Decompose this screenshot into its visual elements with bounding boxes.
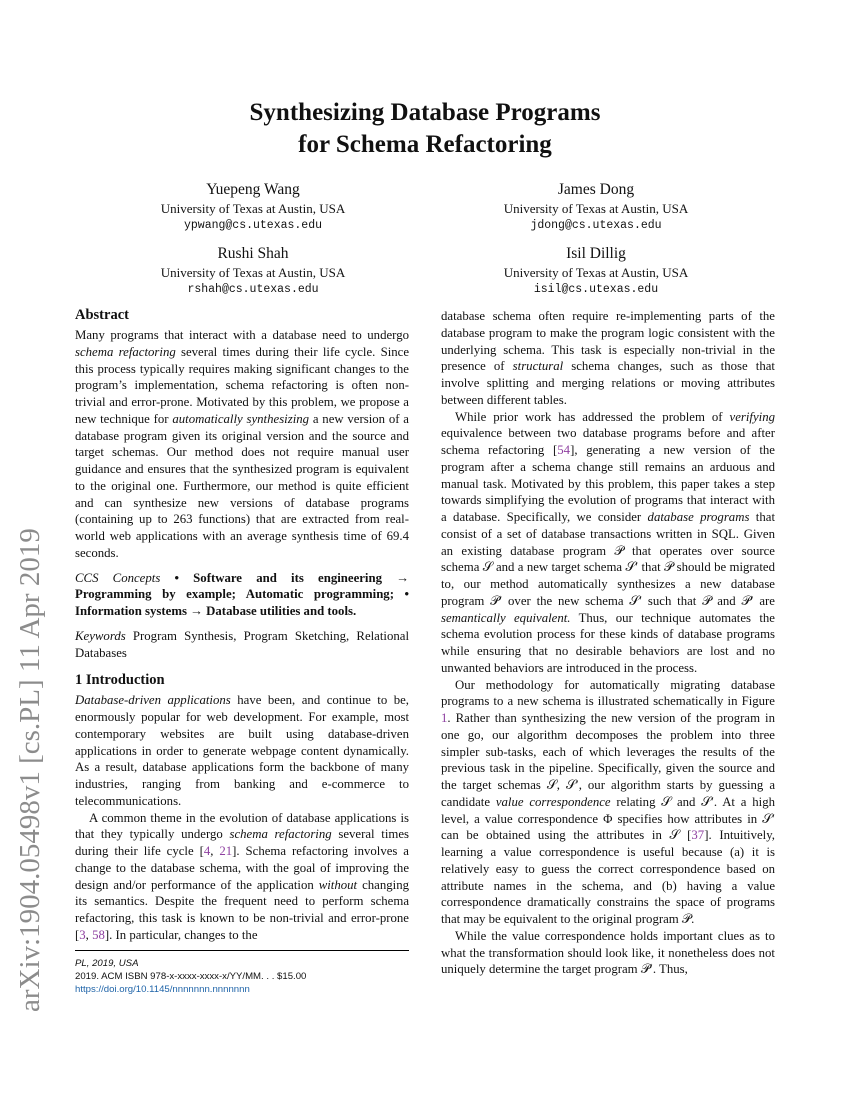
author-block-rushi-shah xyxy=(103,244,403,298)
citation-link[interactable]: 3 xyxy=(79,927,86,942)
intro-paragraph-2: A common theme in the evolution of database applications is that they typically undergo schema refactoring several times during their life cycle [4, 21]. Schema refactoring involves a change to the database schema, with the goal of improving the design and/or performance of the application without changing its semantics. Despite the frequent need to perform schema refactoring, this task is known to be non-trivial and error-prone [3, 58]. In particular, changes to the xyxy=(75,810,410,942)
isbn-line: 2019. ACM ISBN 978-x-xxxx-xxxx-x/YY/MM. . . $15.00 xyxy=(75,971,307,982)
author-name: James Dong xyxy=(557,181,635,198)
author-email[interactable]: ypwang@cs.utexas.edu xyxy=(183,219,323,232)
author-name: Isil Dillig xyxy=(566,245,626,262)
author-email[interactable]: jdong@cs.utexas.edu xyxy=(530,219,662,232)
author-name: Rushi Shah xyxy=(217,245,289,262)
figure-reference-link[interactable]: 1 xyxy=(441,711,448,725)
author-affiliation: University of Texas at Austin, USA xyxy=(503,201,689,216)
author-affiliation: University of Texas at Austin, USA xyxy=(160,265,346,280)
citation-link[interactable]: 21 xyxy=(219,844,233,858)
author-block-yuepeng-wang xyxy=(103,180,403,234)
author-block-isil-dillig xyxy=(446,244,746,298)
author-email[interactable]: isil@cs.utexas.edu xyxy=(533,283,659,296)
author-name: Yuepeng Wang xyxy=(206,181,300,198)
abstract-text: Many programs that interact with a database need to undergo schema refactoring several times during their life cycle. Since this process typically requires making significant changes to the program’s implementation, schema refactoring is often non-trivial and error-prone. Motivated by this problem, we propose a new technique for automatically synthesizing a new version of a database program given its original version and the source and target schemas. Our method does not require manual user guidance and ensures that the synthesized program is equivalent to the original one. Furthermore, our method is quite efficient and can synthesize new versions of database programs (containing up to 263 functions) that are extracted from real-world web applications with an average synthesis time of 69.4 seconds. xyxy=(75,328,410,560)
citation-link[interactable]: 54 xyxy=(557,443,571,457)
author-email[interactable]: rshah@cs.utexas.edu xyxy=(187,283,319,296)
paper-title xyxy=(100,97,750,161)
keywords: Keywords Program Synthesis, Program Sketching, Relational Databases xyxy=(75,628,409,660)
ccs-label: CCS Concepts xyxy=(75,570,161,585)
author-affiliation: University of Texas at Austin, USA xyxy=(160,201,346,216)
abstract-heading: Abstract xyxy=(75,307,129,323)
body-paragraph-1: database schema often require re-implementing parts of the database program to make the program logic consistent with the underlying schema. This task is especially non-trivial in the presence of structural schema changes, such as those that involve splitting and merging relations or moving attributes between different tables. xyxy=(441,309,775,407)
section-heading-introduction: 1 Introduction xyxy=(75,672,165,689)
title-line-1: Synthesizing Database Programs xyxy=(249,99,601,126)
citation-link[interactable]: 4 xyxy=(203,844,211,858)
arxiv-identifier: arXiv:1904.05498v1 [cs.PL] 11 Apr 2019 xyxy=(14,528,46,1012)
citation-link[interactable]: 58 xyxy=(92,927,105,942)
author-block-james-dong xyxy=(446,180,746,234)
left-column xyxy=(75,306,409,944)
body-paragraph-4: While the value correspondence holds important clues as to what the transformation should look like, it nonetheless does not uniquely determine the target program 𝒫′. Thus, xyxy=(441,928,775,977)
footnote-block xyxy=(75,950,409,996)
keywords-label: Keywords xyxy=(75,628,126,643)
venue-line: PL, 2019, USA xyxy=(75,958,139,969)
doi-link[interactable]: https://doi.org/10.1145/nnnnnnn.nnnnnnn xyxy=(75,984,250,995)
ccs-concepts: CCS Concepts • Software and its engineering → Programming by example; Automatic programming; • Information systems → Database utilities and tools. xyxy=(75,570,409,618)
intro-paragraph-1: Database-driven applications have been, and continue to be, enormously popular for web development. For example, most contemporary websites are built using database-driven applications in order to generate webpage content dynamically. As a result, database applications form the backbone of many industries, ranging from banking and e-commerce to telecommunications. xyxy=(75,693,409,808)
citation-link[interactable]: 37 xyxy=(691,828,705,843)
body-paragraph-3: Our methodology for automatically migrating database programs to a new schema is illustrated schematically in Figure 1. Rather than synthesizing the new version of the program in one go, our algorithm decomposes the problem into three simpler sub-tasks, each of which leverages the results of the previous task in the pipeline. Specifically, given the source and the target schemas 𝒮, 𝒮′, our algorithm starts by guessing a candidate value correspondence relating 𝒮 and 𝒮′. At a high level, a value correspondence Φ specifies how attributes in 𝒮′ can be obtained using the attributes in 𝒮 [37]. Intuitively, learning a value correspondence is useful because (a) it is relatively easy to guess the correct correspondence based on attribute names in the schema, and (b) having a value correspondence dramatically constrains the space of programs that may be equivalent to the original program 𝒫. xyxy=(441,677,775,926)
author-affiliation: University of Texas at Austin, USA xyxy=(503,265,689,280)
right-column xyxy=(441,308,775,978)
body-paragraph-2: While prior work has addressed the problem of verifying equivalence between two database programs before and after schema refactoring [54], generating a new version of the program after a schema change still remains an arduous and manual task. Motivated by this problem, this paper takes a step towards simplifying the evolution of programs that interact with a database. Specifically, we consider database programs that consist of a set of database transactions written in SQL. Given an existing database program 𝒫 that operates over source schema 𝒮 and a new target schema 𝒮′ that 𝒫 should be migrated to, our method automatically synthesizes a new database program 𝒫′ over the new schema 𝒮′ such that 𝒫 and 𝒫′ are semantically equivalent. Thus, our technique automates the schema evolution process for these kinds of database programs while ensuring that no desirable behaviors are lost and no unwanted behaviors are introduced in the process. xyxy=(441,409,775,675)
title-line-2: for Schema Refactoring xyxy=(298,131,552,158)
